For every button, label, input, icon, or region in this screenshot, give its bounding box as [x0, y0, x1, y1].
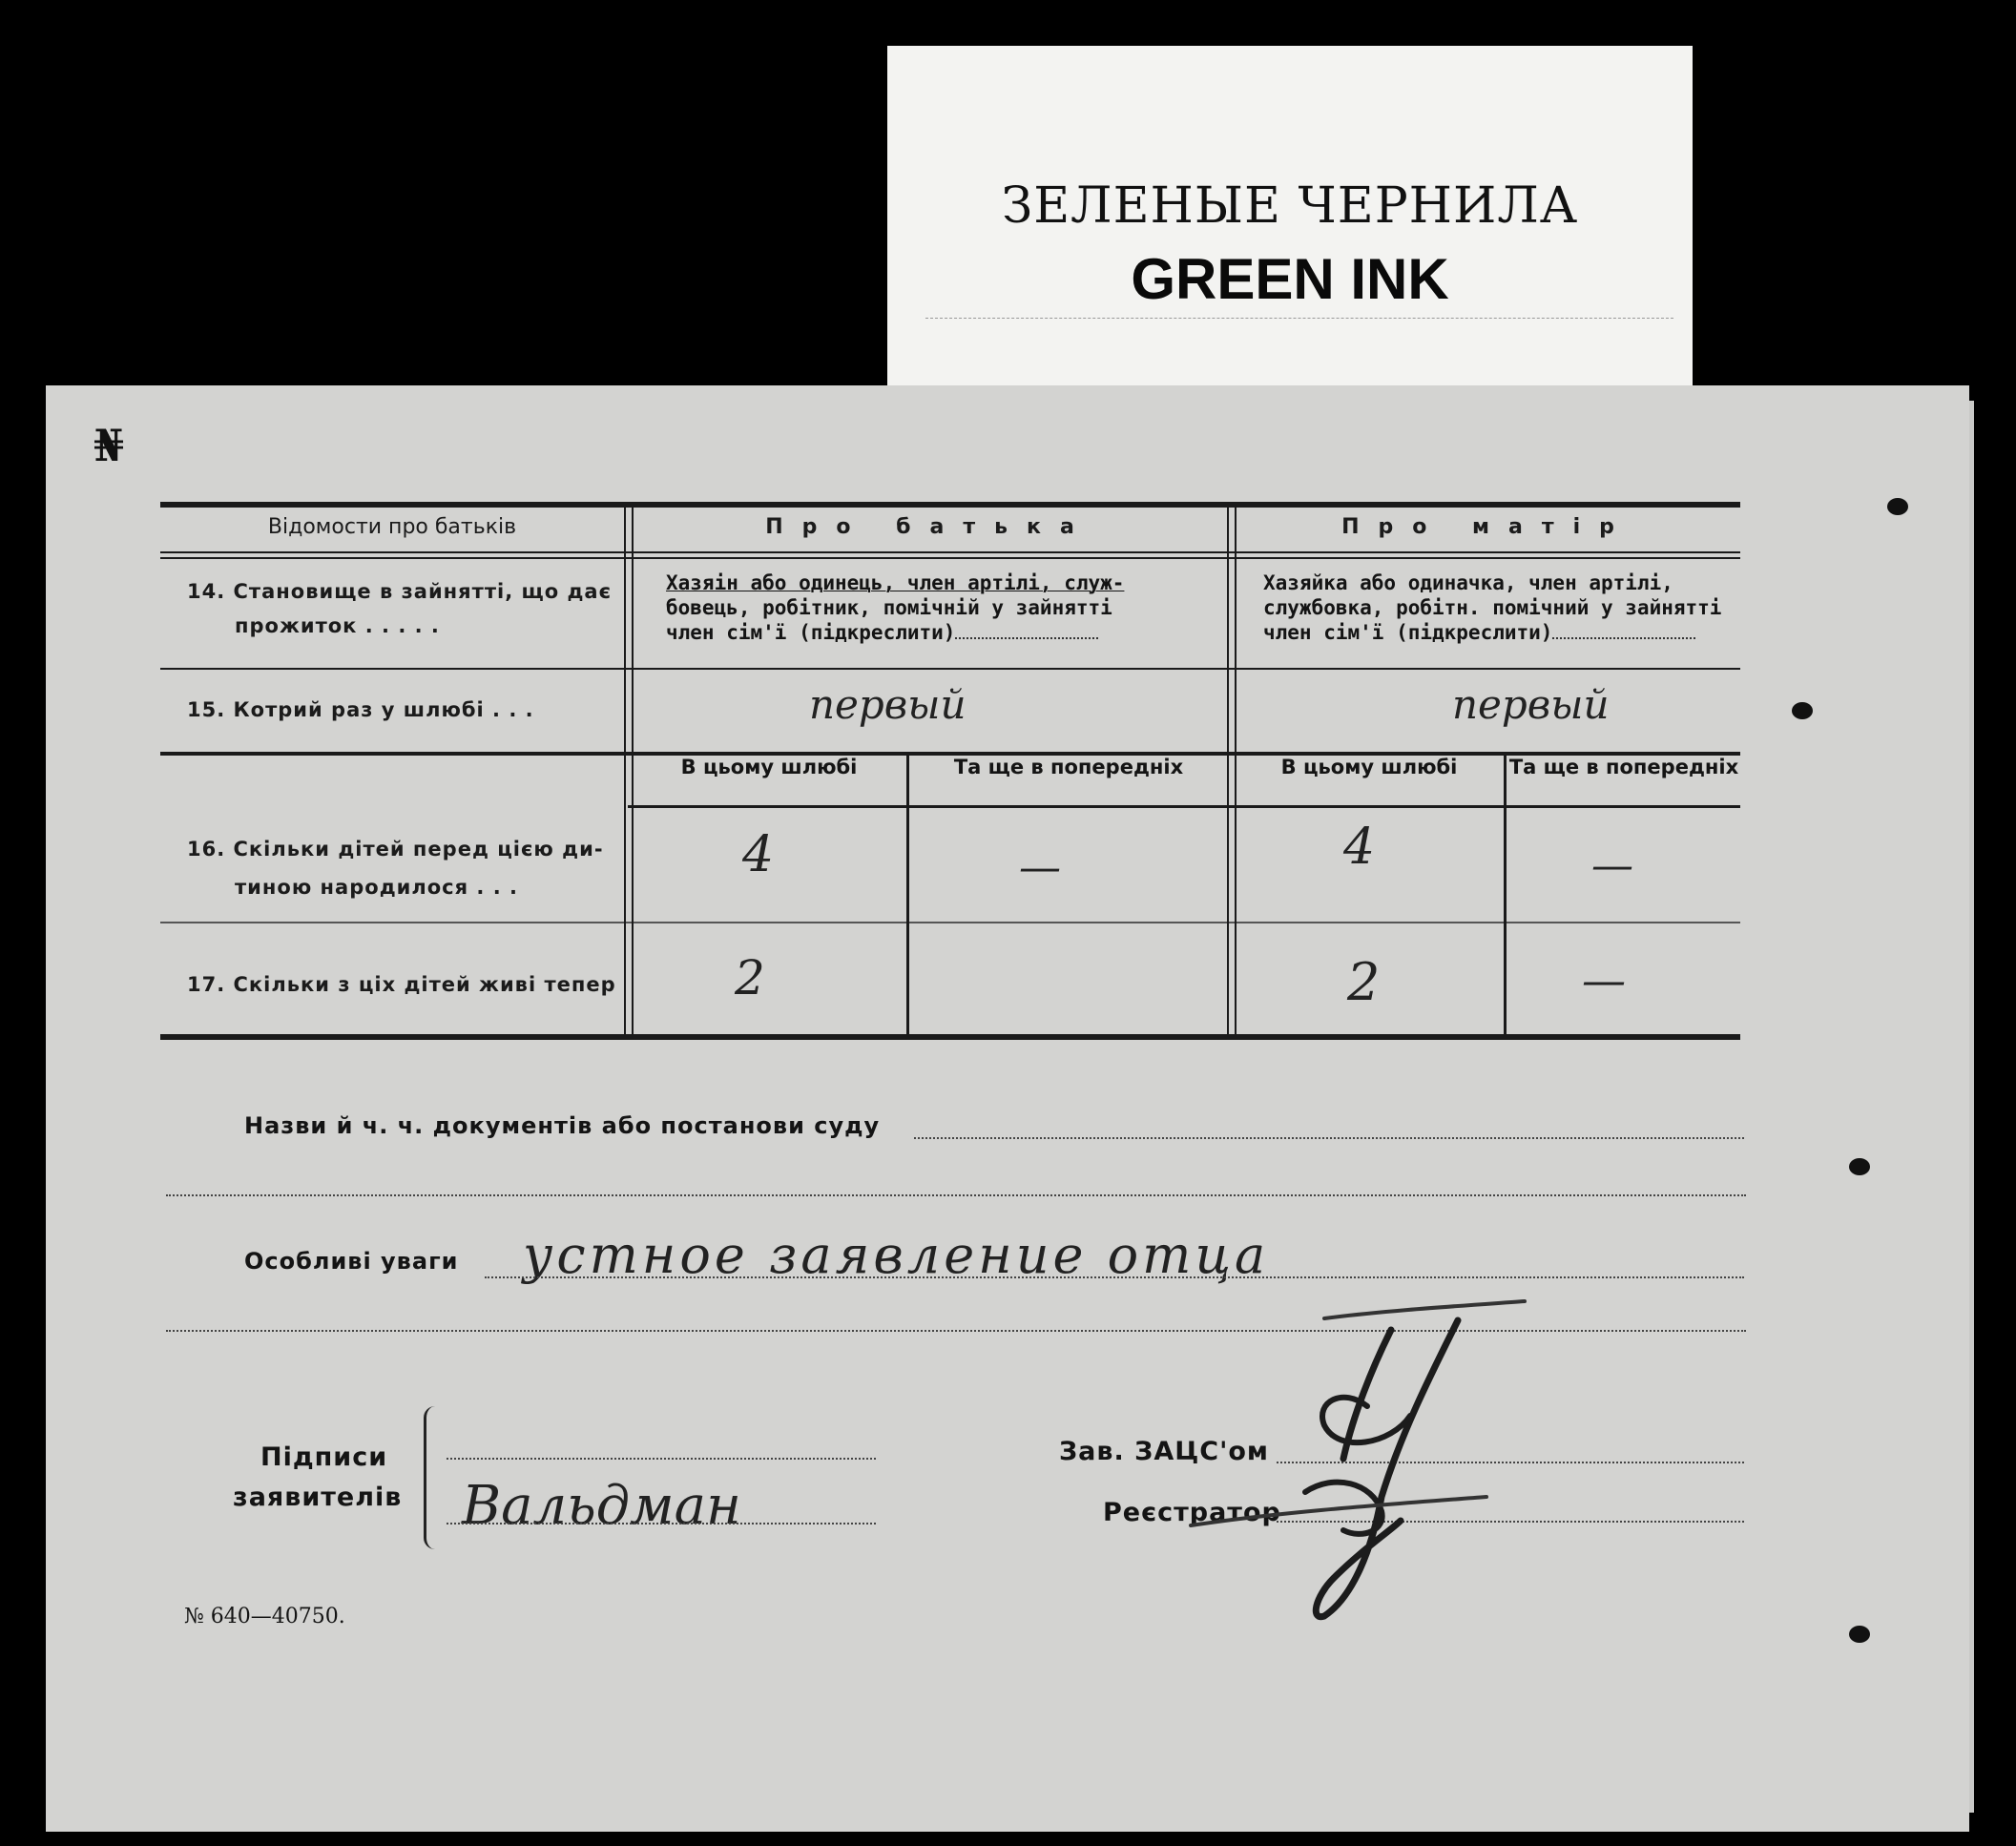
dotted-fill: [955, 637, 1098, 639]
row16-mother-previous: —: [1591, 841, 1633, 890]
row15-label: 15. Котрий раз у шлюбі . . .: [187, 698, 534, 721]
archive-label-card: [887, 46, 1693, 397]
table-rule: [628, 805, 1740, 808]
subheader-mother-this: В цьому шлюбі: [1280, 756, 1458, 778]
official-signature: [1172, 1292, 1572, 1654]
subheader-mother-previous: Та ще в попередніх: [1508, 756, 1739, 778]
row17-label: 17. Скільки з ціх дітей живі тепер: [187, 973, 616, 996]
row16-father-previous: —: [1019, 843, 1061, 892]
applicant-signature: Вальдман: [462, 1475, 741, 1537]
row17-father-this: 2: [735, 950, 765, 1006]
row16-mother-this: 4: [1343, 819, 1376, 876]
row14-father-options: [666, 570, 1124, 645]
documents-label: Назви й ч. ч. документів або постанови суду: [244, 1112, 881, 1139]
applicants-label-line1: Підписи: [260, 1442, 388, 1472]
table-rule: [160, 551, 1740, 553]
parents-info-table: [160, 502, 1740, 1040]
row15-father-value: первый: [809, 681, 966, 728]
label-divider: [925, 318, 1673, 319]
punch-hole: [1887, 498, 1908, 515]
subheader-father-this: В цьому шлюбі: [680, 756, 858, 778]
row14-mother-options: [1263, 570, 1721, 645]
father-option-line: член сім'ї (підкреслити): [666, 621, 956, 644]
subheader-father-previous: Та ще в попередніх: [953, 756, 1184, 778]
table-rule: [160, 557, 1740, 559]
head-registry-label: Зав. ЗАЦС'ом: [1059, 1437, 1269, 1466]
row17-mother-this: 2: [1347, 952, 1381, 1012]
header-father: Про батька: [765, 515, 1093, 539]
header-parents-info: Відомости про батьків: [267, 515, 517, 539]
notes-dotline: [485, 1276, 1744, 1278]
applicants-label-line2: заявителів: [233, 1483, 403, 1512]
punch-hole: [1792, 702, 1813, 719]
notes-label: Особливі уваги: [244, 1248, 459, 1275]
dotted-fill: [1552, 637, 1695, 639]
applicants-brace: [424, 1406, 440, 1549]
label-english: GREEN INK: [1131, 247, 1449, 311]
form-number: № 640—40750.: [184, 1605, 345, 1628]
row16-father-this: 4: [742, 826, 775, 883]
mother-option-line: Хазяйка або одиначка, член артілі,: [1263, 571, 1673, 594]
table-top-rule: [160, 502, 1740, 508]
registrar-label: Реєстратор: [1103, 1498, 1281, 1527]
row16-label-line1: 16. Скільки дітей перед цією ди-: [187, 838, 604, 861]
row15-mother-value: первый: [1452, 681, 1610, 728]
row14-label-line1: 14. Становище в зайнятті, що дає: [187, 580, 613, 603]
mother-option-line: службовка, робітн. помічний у зайнятті: [1263, 596, 1722, 619]
notes-value: устное заявление отца: [523, 1225, 1270, 1285]
mother-option-line: член сім'ї (підкреслити): [1263, 621, 1553, 644]
punch-hole: [1849, 1626, 1870, 1643]
father-option-line: Хазяін або одинець, член артілі, служ-: [666, 571, 1125, 594]
row14-label-line2: прожиток . . . . .: [235, 614, 440, 637]
row16-label-line2: тиною народилося . . .: [235, 876, 518, 899]
label-russian: ЗЕЛЕНЫЕ ЧЕРНИЛА: [1001, 177, 1579, 235]
father-option-line: бовець, робітник, помічній у зайнятті: [666, 596, 1112, 619]
applicant-dotline-2: [447, 1523, 876, 1525]
applicant-dotline-1: [447, 1458, 876, 1460]
header-mother: Про матір: [1341, 515, 1633, 539]
form-sheet: [46, 385, 1969, 1832]
documents-dotline: [914, 1137, 1744, 1139]
corner-mark: ₦: [94, 420, 125, 471]
row17-mother-previous: —: [1582, 954, 1626, 1006]
punch-hole: [1849, 1158, 1870, 1175]
table-divider: [906, 752, 909, 1038]
table-rule: [160, 668, 1740, 670]
documents-dotline-2: [166, 1194, 1746, 1196]
table-divider: [1504, 752, 1507, 1038]
